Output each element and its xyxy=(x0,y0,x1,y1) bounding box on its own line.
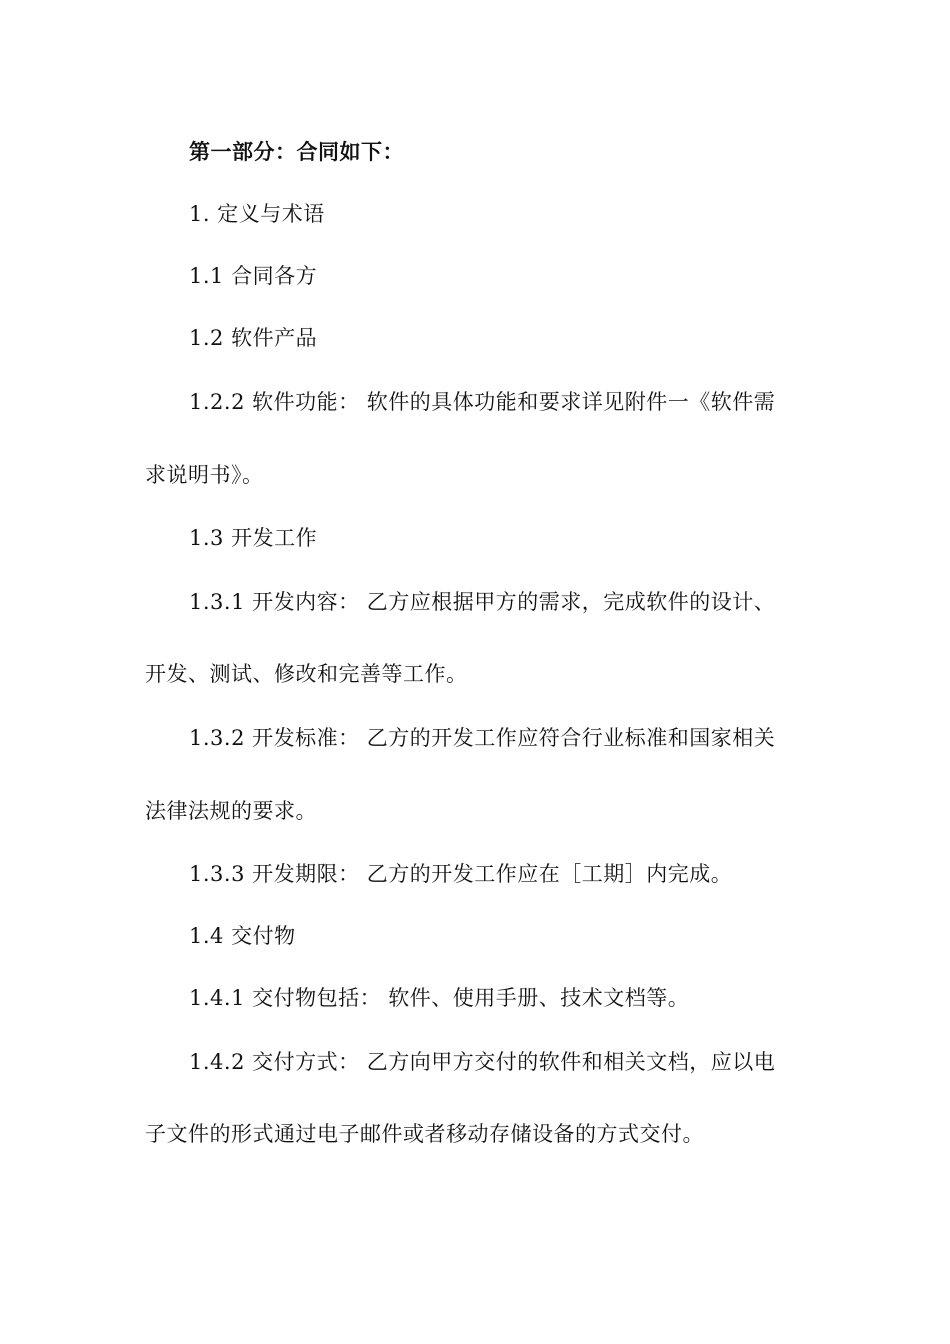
clause-1-2-2-continued: 求说明书》。 xyxy=(145,463,264,487)
section-heading: 第一部分：合同如下： xyxy=(189,139,404,164)
clause-1-1: 1.1 合同各方 xyxy=(189,264,318,288)
clause-1-2: 1.2 软件产品 xyxy=(189,326,318,350)
clause-1-4-1: 1.4.1 交付物包括： 软件、使用手册、技术文档等。 xyxy=(189,986,690,1010)
clause-1-3-2: 1.3.2 开发标准： 乙方的开发工作应符合行业标准和国家相关 xyxy=(189,726,776,750)
clause-1-3-3: 1.3.3 开发期限： 乙方的开发工作应在［工期］内完成。 xyxy=(189,862,733,886)
clause-1-3-1: 1.3.1 开发内容： 乙方应根据甲方的需求，完成软件的设计、 xyxy=(189,590,776,614)
clause-1: 1. 定义与术语 xyxy=(189,202,325,226)
clause-1-3-1-continued: 开发、测试、修改和完善等工作。 xyxy=(145,662,468,686)
clause-1-4-2: 1.4.2 交付方式： 乙方向甲方交付的软件和相关文档，应以电 xyxy=(189,1050,776,1074)
clause-1-4: 1.4 交付物 xyxy=(189,924,296,948)
clause-1-3-2-continued: 法律法规的要求。 xyxy=(145,799,317,823)
clause-1-2-2: 1.2.2 软件功能： 软件的具体功能和要求详见附件一《软件需 xyxy=(189,390,776,414)
clause-1-3: 1.3 开发工作 xyxy=(189,526,318,550)
clause-1-4-2-continued: 子文件的形式通过电子邮件或者移动存储设备的方式交付。 xyxy=(145,1122,704,1146)
